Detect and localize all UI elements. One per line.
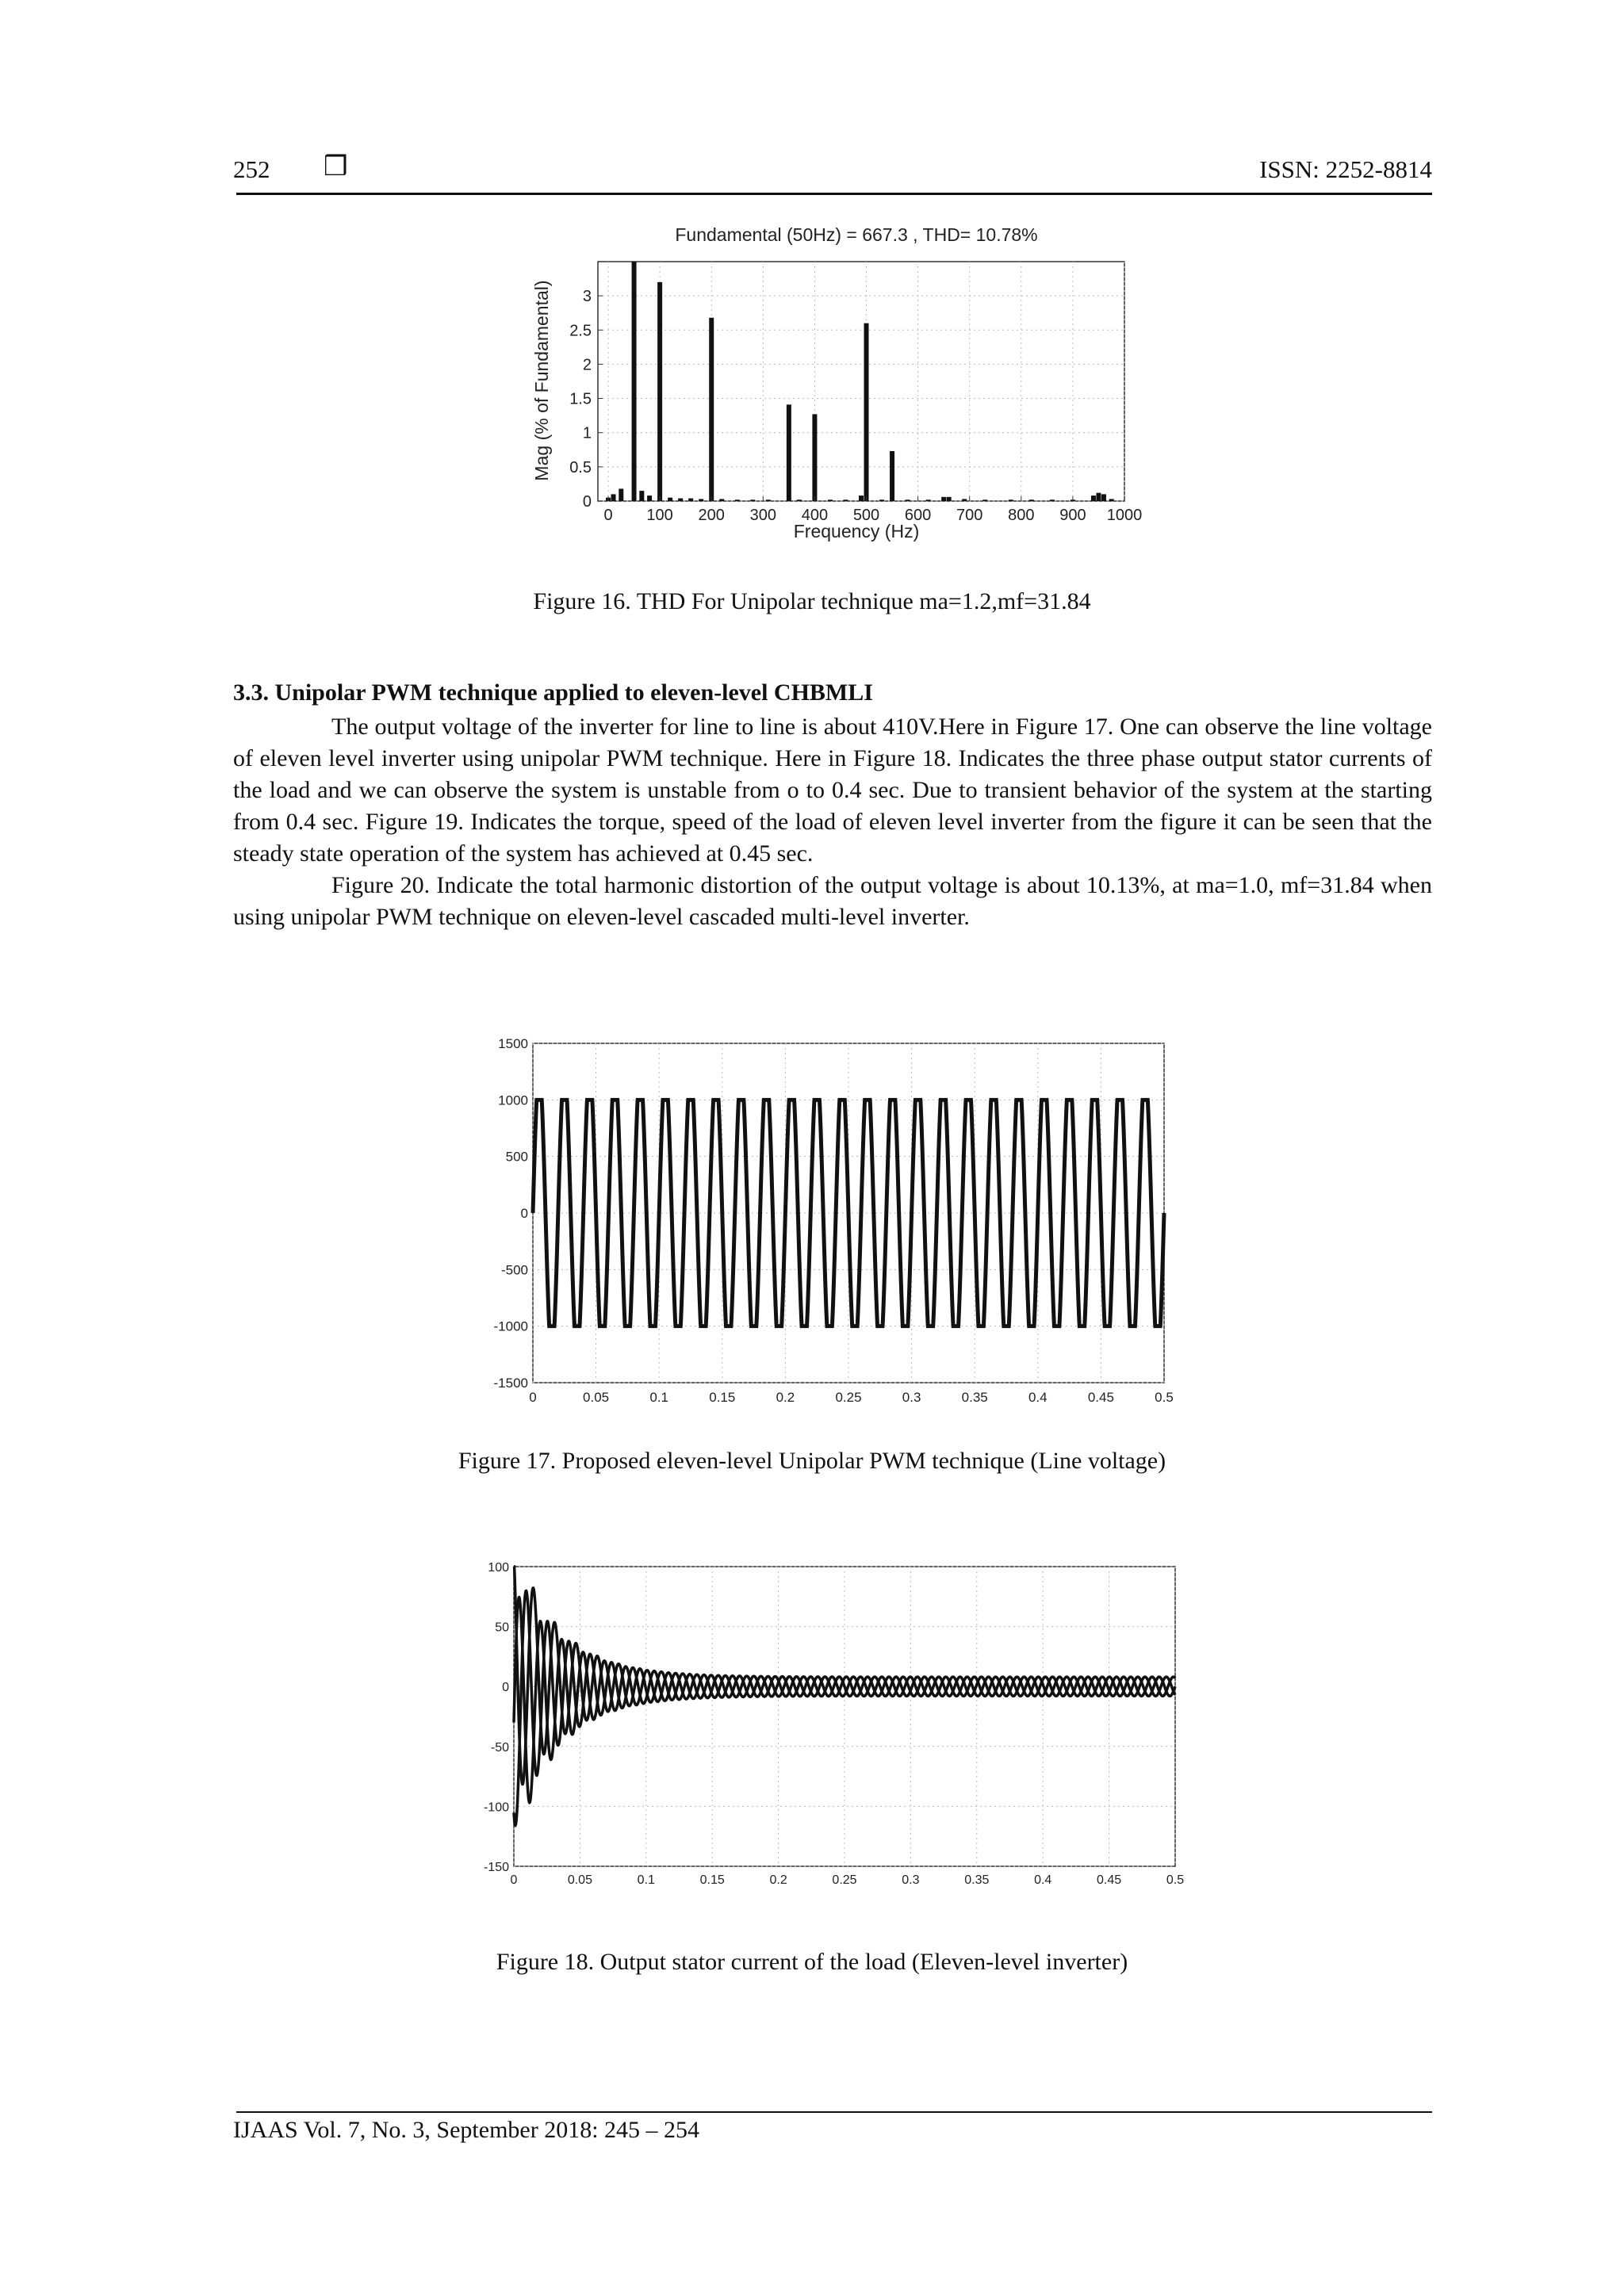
x-tick-label: 0.2: [769, 1873, 787, 1887]
y-ticks: [484, 1561, 509, 1874]
paragraph-1: The output voltage of the inverter for line to line is about 410V.Here in Figure 17. One can observe the line voltage of eleven level inverter using unipolar PWM technique. Here in Figure 18. Indicates the three phase output stator currents of the load and we can observe the system is unstable from o to 0.4 sec. Due to transient behavior of the system at the starting from 0.4 sec. Figure 19. Indicates the torque, speed of the load of eleven level inverter from the figure it can be seen that the steady state operation of the system has achieved at 0.45 sec.: [233, 714, 1432, 867]
bar: [619, 488, 623, 501]
bar: [611, 494, 616, 501]
y-axis-label: Mag (% of Fundamental): [531, 280, 552, 481]
bar: [657, 282, 662, 501]
y-tick-label: 50: [495, 1621, 509, 1635]
y-tick-label: 0.5: [569, 458, 592, 476]
y-tick-label: 2: [582, 356, 592, 374]
issn: ISSN: 2252-8814: [1259, 155, 1432, 183]
y-tick-label: 100: [488, 1561, 509, 1575]
x-tick-label: 400: [801, 507, 829, 524]
figure-17-line-voltage-chart: [476, 1031, 1189, 1411]
plot-area: [514, 1567, 1175, 1866]
bar: [750, 499, 755, 501]
figure-18-stator-current-chart: [476, 1554, 1189, 1887]
footer-citation: IJAAS Vol. 7, No. 3, September 2018: 245 – 254: [233, 2117, 700, 2143]
x-tick-label: 0.35: [961, 1390, 988, 1405]
x-tick-label: 0.45: [1087, 1390, 1114, 1405]
y-tick-label: 2.5: [569, 322, 592, 340]
x-tick-label: 200: [698, 507, 725, 524]
x-tick-label: 0.25: [835, 1390, 862, 1405]
figure-16-caption: Figure 16. THD For Unipolar technique ma=1.2,mf=31.84: [533, 588, 1091, 614]
y-tick-label: 0: [502, 1681, 509, 1695]
x-tick-label: 0.1: [637, 1873, 655, 1887]
figure-18-caption: Figure 18. Output stator current of the load (Eleven-level inverter): [496, 1949, 1128, 1975]
section-heading: 3.3. Unipolar PWM technique applied to eleven-level CHBMLI: [233, 679, 873, 706]
x-tick-label: 0.3: [902, 1390, 921, 1405]
x-tick-label: 300: [749, 507, 777, 524]
y-tick-label: -50: [490, 1740, 509, 1755]
bar: [941, 497, 946, 501]
x-tick-label: 0: [510, 1873, 518, 1887]
bar: [1029, 499, 1034, 501]
x-tick-label: 800: [1008, 507, 1035, 524]
bar: [1091, 496, 1096, 501]
x-tick-label: 0.15: [709, 1390, 736, 1405]
plot-area: [598, 262, 1124, 501]
bar: [709, 318, 714, 501]
bar: [647, 496, 652, 501]
bar: [879, 499, 884, 501]
x-tick-label: 0.15: [699, 1873, 725, 1887]
bar: [688, 499, 693, 501]
x-tick-label: 0.45: [1097, 1873, 1122, 1887]
box-icon: ❒: [324, 151, 348, 182]
page-number: 252: [233, 155, 270, 183]
y-tick-label: 1000: [498, 1093, 528, 1108]
y-tick-label: -1500: [493, 1376, 528, 1391]
x-tick-label: 600: [904, 507, 932, 524]
x-tick-label: 0: [529, 1390, 537, 1405]
x-tick-label: 0: [603, 507, 613, 524]
bar: [719, 499, 724, 501]
bar: [926, 499, 931, 501]
bar: [906, 499, 910, 501]
bar: [843, 499, 848, 501]
x-ticks: [529, 1390, 1174, 1405]
bar: [1101, 494, 1106, 501]
x-tick-label: 0.35: [964, 1873, 990, 1887]
x-tick-label: 700: [956, 507, 983, 524]
x-tick-label: 0.5: [1166, 1873, 1185, 1887]
bar: [797, 499, 802, 501]
bar: [632, 262, 637, 501]
y-tick-label: -1000: [493, 1318, 528, 1334]
y-ticks: [494, 1036, 528, 1391]
bar: [678, 499, 683, 501]
footer-rule: [236, 2111, 1432, 2113]
chart-title: Fundamental (50Hz) = 667.3 , THD= 10.78%: [675, 224, 1038, 245]
bar: [962, 499, 967, 501]
x-tick-label: 0.25: [832, 1873, 857, 1887]
figure-16-thd-chart: [523, 222, 1158, 547]
bar: [890, 451, 894, 501]
x-tick-label: 0.3: [902, 1873, 920, 1887]
bar: [859, 496, 864, 501]
bar: [1109, 499, 1114, 501]
section-body: [233, 711, 1432, 933]
y-tick-label: -500: [500, 1262, 528, 1278]
x-tick-label: 100: [646, 507, 673, 524]
x-tick-label: 500: [852, 507, 880, 524]
x-tick-label: 0.05: [583, 1390, 610, 1405]
paragraph-2: Figure 20. Indicate the total harmonic distortion of the output voltage is about 10.13%, at ma=1.0, mf=31.84 when using unipolar PWM technique on eleven-level cascaded multi-level inverter.: [233, 872, 1432, 930]
x-tick-label: 0.5: [1155, 1390, 1174, 1405]
bar: [766, 499, 771, 501]
bar: [1096, 493, 1101, 501]
bar: [982, 499, 987, 501]
y-tick-label: -150: [483, 1861, 509, 1874]
figure-17-caption: Figure 17. Proposed eleven-level Unipolar PWM technique (Line voltage): [458, 1448, 1166, 1474]
x-tick-label: 900: [1059, 507, 1086, 524]
bar: [864, 323, 869, 501]
header-rule: [236, 193, 1432, 195]
y-tick-label: 1: [582, 424, 592, 442]
y-tick-label: 0: [582, 493, 592, 511]
y-tick-label: 500: [505, 1149, 528, 1165]
bar: [1009, 499, 1013, 501]
x-ticks: [511, 1873, 1185, 1887]
x-tick-label: 0.2: [776, 1390, 795, 1405]
bar: [639, 491, 644, 501]
bar: [735, 499, 740, 501]
bar: [787, 404, 791, 501]
bar: [1050, 499, 1055, 501]
x-tick-label: 0.4: [1034, 1873, 1052, 1887]
bar: [699, 499, 703, 501]
bar: [828, 499, 833, 501]
y-tick-label: 0: [520, 1206, 528, 1221]
x-tick-label: 0.05: [567, 1873, 592, 1887]
y-tick-label: 3: [582, 288, 592, 306]
x-axis-label: Frequency (Hz): [793, 521, 920, 541]
y-tick-label: 1.5: [569, 390, 592, 408]
bar: [812, 414, 817, 501]
x-tick-label: 1000: [1106, 507, 1143, 524]
y-tick-label: -100: [483, 1800, 509, 1815]
x-tick-label: 0.4: [1028, 1390, 1048, 1405]
y-tick-label: 1500: [498, 1036, 528, 1051]
bar: [947, 497, 952, 501]
x-tick-label: 0.1: [649, 1390, 669, 1405]
bar: [668, 498, 672, 501]
